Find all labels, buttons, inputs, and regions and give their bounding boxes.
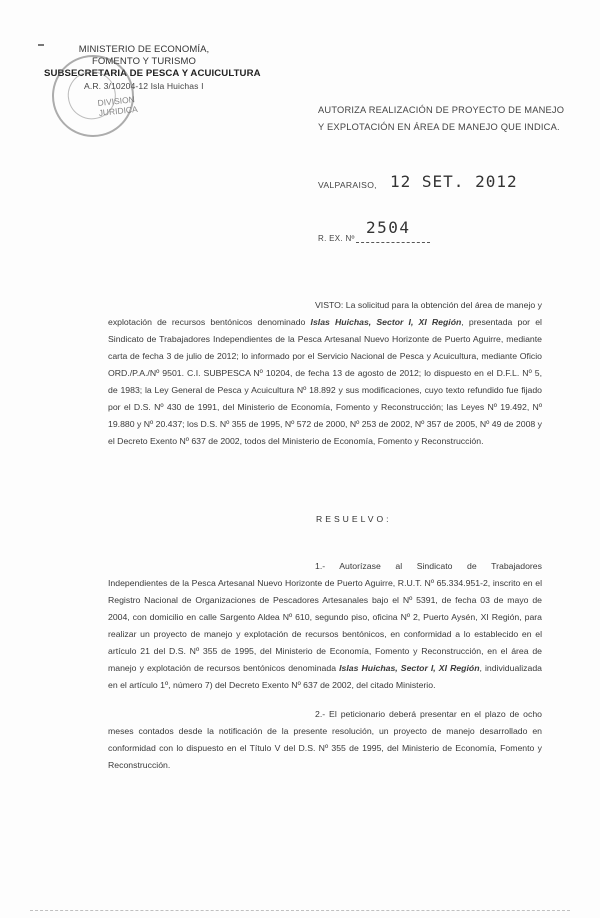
resolution-label: R. EX. Nº: [318, 234, 355, 243]
subject-line-1: AUTORIZA REALIZACIÓN DE PROYECTO DE MANEJO: [318, 105, 565, 115]
point-1-area-name: Islas Huichas, Sector I, XI Región: [339, 663, 480, 674]
date-row: [318, 172, 568, 196]
visto-paragraph: [108, 297, 542, 450]
ministry-line-2: FOMENTO Y TURISMO: [92, 56, 196, 67]
resuelvo-heading: RESUELVO:: [316, 514, 392, 524]
point-1-text-1: 1.- Autorízase al Sindicato de Trabajadores Independientes de la Pesca Artesanal Nuevo Horizonte de Puerto Aguirre, R.U.T. Nº 65.334.951-2, inscrito en el Registro Nacional de Organizaciones de Pescadores Artesanales bajo el Nº 5391, de fecha 03 de mayo de 2004, con domicilio en calle Sargento Aldea Nº 610, segundo piso, oficina Nº 2, Puerto Aysén, XI Región, para realizar un proyecto de manejo y explotación de recursos bentónicos, en conformidad a lo establecido en el artículo 21 del D.S. Nº 355 de 1995, del Ministerio de Economía, Fomento y Reconstrucción, en el área de manejo y explotación de recursos bentónicos denominada: [108, 561, 542, 674]
subject-line-2: Y EXPLOTACIÓN EN ÁREA DE MANEJO QUE INDICA.: [318, 122, 560, 132]
date-stamp: 12 SET. 2012: [390, 172, 518, 191]
visto-text-1: La solicitud para la obtención del área de manejo y explotación de recursos bentónicos denominado: [108, 300, 542, 328]
date-place: VALPARAISO,: [318, 180, 377, 190]
stamp-line-2: JURIDICA: [98, 103, 139, 118]
visto-lead: VISTO:: [315, 300, 344, 310]
visto-area-name: Islas Huichas, Sector I, XI Región: [310, 317, 462, 328]
visto-text-2: , presentada por el Sindicato de Trabajadores Independientes de la Pesca Artesanal Nuevo Horizonte de Puerto Aguirre, mediante carta de fecha 3 de julio de 2012; lo informado por el Servicio Nacional de Pesca y Acuicultura, mediante Oficio ORD./P.A./Nº 9501. C.I. SUBPESCA Nº 10204, de fecha 13 de agosto de 2012; lo dispuesto en el D.F.L. Nº 5, de 1983; la Ley General de Pesca y Acuicultura Nº 18.892 y sus modificaciones, cuyo texto refundido fue fijado por el D.S. Nº 430 de 1991, del Ministerio de Economía, Fomento y Reconstrucción; las Leyes Nº 19.492, Nº 19.880 y Nº 20.437; los D.S. Nº 355 de 1995, Nº 572 de 2000, Nº 253 de 2002, Nº 357 de 2005, Nº 49 de 2008 y el Decreto Exento Nº 637 de 2002, todos del Ministerio de Economía, Fomento y Reconstrucción.: [108, 317, 542, 447]
resolution-number-row: [318, 218, 568, 248]
resolution-number: 2504: [366, 218, 411, 237]
resolution-point-2: 2.- El peticionario deberá presentar en el plazo de ocho meses contados desde la notificación de la presente resolución, un proyecto de manejo desarrollado en conformidad con lo dispuesto en el Título V del D.S. Nº 355 de 1995, del Ministerio de Economía, Fomento y Reconstrucción.: [108, 709, 542, 771]
ministry-line-1: MINISTERIO DE ECONOMÍA,: [78, 44, 210, 55]
subsecretaria-name: SUBSECRETARIA DE PESCA Y ACUICULTURA: [44, 68, 261, 79]
page-bottom-edge: [30, 910, 570, 911]
point-1-text-2: , individualizada en el artículo 1º, número 7) del Decreto Exento Nº 637 de 2002, del citado Ministerio.: [108, 663, 542, 691]
stamp-line-1: DIVISION: [97, 94, 136, 109]
resolution-underline: [356, 242, 430, 243]
resolution-subject: [318, 102, 568, 136]
file-reference: A.R. 3/10204-12 Isla Huichas I: [84, 81, 204, 91]
resolution-point-1: [108, 558, 542, 694]
division-stamp: [97, 94, 138, 118]
